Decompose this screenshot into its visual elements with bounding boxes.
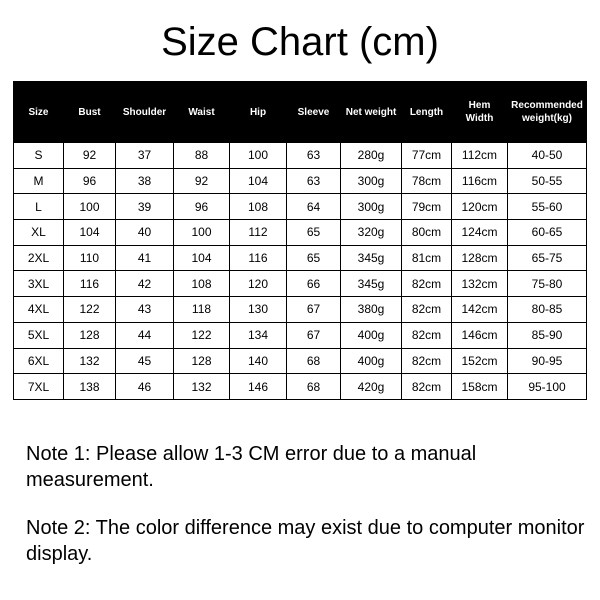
note-1: Note 1: Please allow 1-3 CM error due to a manual measurement. bbox=[26, 443, 477, 491]
table-cell: 120 bbox=[230, 271, 287, 297]
table-cell: 5XL bbox=[14, 322, 64, 348]
table-cell: 60-65 bbox=[508, 220, 587, 246]
table-cell: 7XL bbox=[14, 374, 64, 400]
table-cell: 63 bbox=[287, 143, 341, 169]
table-cell: 132cm bbox=[452, 271, 508, 297]
table-cell: 46 bbox=[116, 374, 174, 400]
table-cell: 380g bbox=[341, 297, 402, 323]
table-cell: 100 bbox=[230, 143, 287, 169]
table-cell: 38 bbox=[116, 168, 174, 194]
table-row bbox=[14, 168, 587, 194]
table-cell: 112 bbox=[230, 220, 287, 246]
table-cell: 96 bbox=[64, 168, 116, 194]
header-bust: Bust bbox=[64, 82, 116, 143]
table-cell: 41 bbox=[116, 245, 174, 271]
table-cell: 138 bbox=[64, 374, 116, 400]
table-cell: 81cm bbox=[402, 245, 452, 271]
table-cell: 63 bbox=[287, 168, 341, 194]
table-cell: 320g bbox=[341, 220, 402, 246]
table-cell: 300g bbox=[341, 194, 402, 220]
table-cell: 82cm bbox=[402, 348, 452, 374]
table-cell: 122 bbox=[64, 297, 116, 323]
table-cell: 90-95 bbox=[508, 348, 587, 374]
table-cell: 44 bbox=[116, 322, 174, 348]
table-cell: 128cm bbox=[452, 245, 508, 271]
table-cell: 400g bbox=[341, 322, 402, 348]
table-cell: 124cm bbox=[452, 220, 508, 246]
header-net-weight: Net weight bbox=[341, 82, 402, 143]
table-row bbox=[14, 348, 587, 374]
table-cell: 100 bbox=[64, 194, 116, 220]
table-header-row bbox=[14, 82, 587, 143]
table-cell: 4XL bbox=[14, 297, 64, 323]
table-cell: 82cm bbox=[402, 322, 452, 348]
table-cell: 77cm bbox=[402, 143, 452, 169]
table-row bbox=[14, 194, 587, 220]
table-cell: 80-85 bbox=[508, 297, 587, 323]
table-cell: 65 bbox=[287, 245, 341, 271]
table-cell: 300g bbox=[341, 168, 402, 194]
table-cell: 45 bbox=[116, 348, 174, 374]
table-cell: 82cm bbox=[402, 374, 452, 400]
table-row bbox=[14, 374, 587, 400]
table-cell: 146cm bbox=[452, 322, 508, 348]
table-cell: 92 bbox=[64, 143, 116, 169]
table-cell: 280g bbox=[341, 143, 402, 169]
table-row bbox=[14, 297, 587, 323]
table-cell: 104 bbox=[64, 220, 116, 246]
header-recommended-weight: Recommended weight(kg) bbox=[508, 82, 587, 143]
table-row bbox=[14, 220, 587, 246]
table-cell: 78cm bbox=[402, 168, 452, 194]
table-cell: 75-80 bbox=[508, 271, 587, 297]
table-cell: 55-60 bbox=[508, 194, 587, 220]
header-sleeve: Sleeve bbox=[287, 82, 341, 143]
table-cell: 140 bbox=[230, 348, 287, 374]
table-cell: 64 bbox=[287, 194, 341, 220]
table-cell: 108 bbox=[174, 271, 230, 297]
table-cell: 130 bbox=[230, 297, 287, 323]
table-cell: 158cm bbox=[452, 374, 508, 400]
table-cell: 120cm bbox=[452, 194, 508, 220]
header-length: Length bbox=[402, 82, 452, 143]
table-cell: 3XL bbox=[14, 271, 64, 297]
table-cell: 112cm bbox=[452, 143, 508, 169]
table-cell: M bbox=[14, 168, 64, 194]
table-cell: 6XL bbox=[14, 348, 64, 374]
table-cell: 345g bbox=[341, 245, 402, 271]
table-cell: 108 bbox=[230, 194, 287, 220]
table-cell: 43 bbox=[116, 297, 174, 323]
table-cell: 40 bbox=[116, 220, 174, 246]
table-cell: 104 bbox=[174, 245, 230, 271]
table-cell: 67 bbox=[287, 322, 341, 348]
table-cell: 132 bbox=[64, 348, 116, 374]
table-row bbox=[14, 271, 587, 297]
size-chart-table bbox=[13, 81, 587, 400]
table-cell: 42 bbox=[116, 271, 174, 297]
header-size: Size bbox=[14, 82, 64, 143]
table-cell: 68 bbox=[287, 348, 341, 374]
table-cell: 420g bbox=[341, 374, 402, 400]
table-cell: 122 bbox=[174, 322, 230, 348]
table-cell: 65 bbox=[287, 220, 341, 246]
table-cell: XL bbox=[14, 220, 64, 246]
table-cell: 40-50 bbox=[508, 143, 587, 169]
table-cell: 116 bbox=[230, 245, 287, 271]
table-cell: 66 bbox=[287, 271, 341, 297]
table-cell: 142cm bbox=[452, 297, 508, 323]
table-cell: 37 bbox=[116, 143, 174, 169]
table-cell: 85-90 bbox=[508, 322, 587, 348]
table-cell: 80cm bbox=[402, 220, 452, 246]
table-cell: 82cm bbox=[402, 297, 452, 323]
table-cell: 92 bbox=[174, 168, 230, 194]
header-waist: Waist bbox=[174, 82, 230, 143]
table-cell: 95-100 bbox=[508, 374, 587, 400]
table-cell: S bbox=[14, 143, 64, 169]
header-hip: Hip bbox=[230, 82, 287, 143]
table-cell: 134 bbox=[230, 322, 287, 348]
table-cell: 116 bbox=[64, 271, 116, 297]
table-cell: 50-55 bbox=[508, 168, 587, 194]
table-cell: 118 bbox=[174, 297, 230, 323]
table-cell: 104 bbox=[230, 168, 287, 194]
page-title: Size Chart (cm) bbox=[161, 20, 439, 64]
table-cell: 110 bbox=[64, 245, 116, 271]
table-cell: 128 bbox=[174, 348, 230, 374]
table-row bbox=[14, 143, 587, 169]
table-cell: 132 bbox=[174, 374, 230, 400]
table-cell: L bbox=[14, 194, 64, 220]
table-cell: 100 bbox=[174, 220, 230, 246]
table-cell: 152cm bbox=[452, 348, 508, 374]
table-cell: 79cm bbox=[402, 194, 452, 220]
table-cell: 96 bbox=[174, 194, 230, 220]
table-cell: 400g bbox=[341, 348, 402, 374]
header-hem-width: Hem Width bbox=[452, 82, 508, 143]
table-cell: 65-75 bbox=[508, 245, 587, 271]
table-cell: 146 bbox=[230, 374, 287, 400]
table-cell: 2XL bbox=[14, 245, 64, 271]
table-cell: 345g bbox=[341, 271, 402, 297]
table-cell: 68 bbox=[287, 374, 341, 400]
table-cell: 116cm bbox=[452, 168, 508, 194]
table-cell: 128 bbox=[64, 322, 116, 348]
header-shoulder: Shoulder bbox=[116, 82, 174, 143]
table-body bbox=[14, 143, 587, 400]
table-cell: 82cm bbox=[402, 271, 452, 297]
table-cell: 88 bbox=[174, 143, 230, 169]
table-cell: 39 bbox=[116, 194, 174, 220]
table-row bbox=[14, 322, 587, 348]
note-2: Note 2: The color difference may exist due to computer monitor display. bbox=[26, 517, 585, 565]
table-cell: 67 bbox=[287, 297, 341, 323]
table-row bbox=[14, 245, 587, 271]
